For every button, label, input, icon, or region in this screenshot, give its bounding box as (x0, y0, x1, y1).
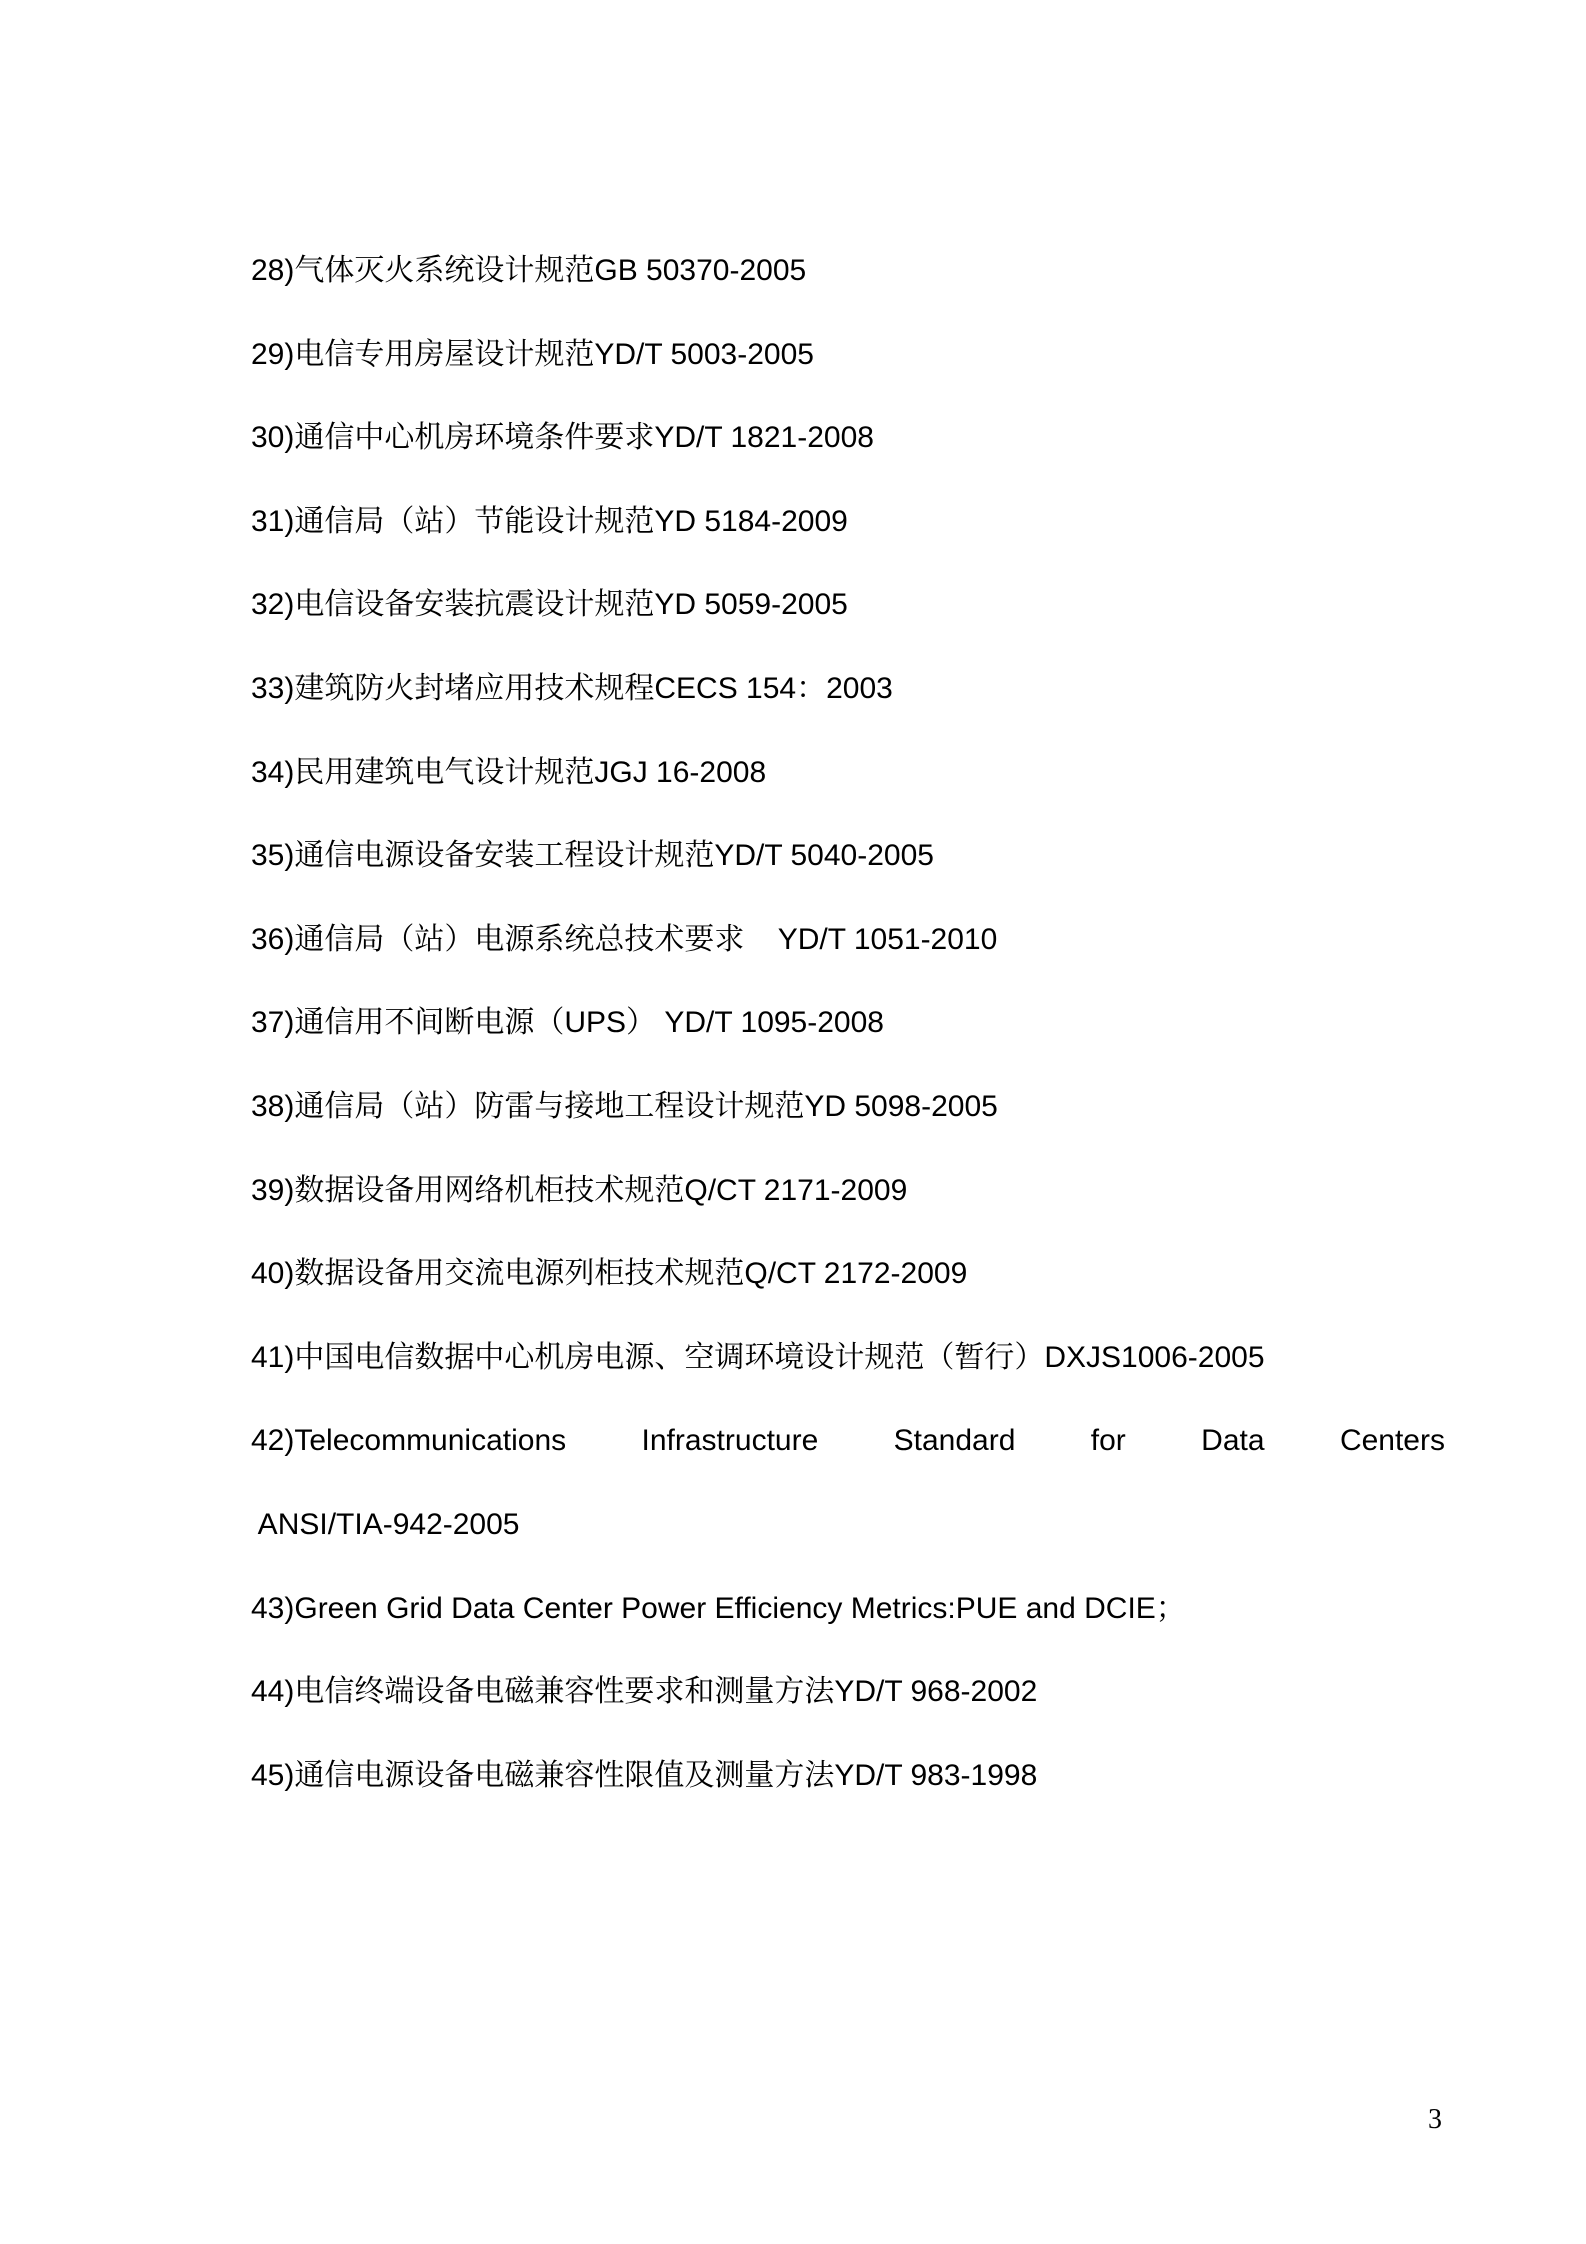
page-number: 3 (1428, 2104, 1442, 2135)
reference-item: 31)通信局（站）节能设计规范YD 5184-2009 (251, 504, 848, 538)
reference-item: 45)通信电源设备电磁兼容性限值及测量方法YD/T 983-1998 (251, 1758, 1038, 1792)
reference-item: 34)民用建筑电气设计规范JGJ 16-2008 (251, 755, 767, 789)
reference-item: 43)Green Grid Data Center Power Efficiency Metrics:PUE and DCIE； (251, 1591, 1186, 1625)
reference-item: 28)气体灭火系统设计规范GB 50370-2005 (251, 254, 807, 287)
reference-item: 32)电信设备安装抗震设计规范YD 5059-2005 (251, 588, 848, 622)
reference-item: 42)Telecommunications Infrastructure Standard for Data Centers (251, 1424, 1445, 1458)
reference-item: 41)中国电信数据中心机房电源、空调环境设计规范（暂行）DXJS1006-2005 (251, 1340, 1265, 1374)
reference-item: 36)通信局（站）电源系统总技术要求 YD/T 1051-2010 (251, 922, 998, 956)
reference-item: 44)电信终端设备电磁兼容性要求和测量方法YD/T 968-2002 (251, 1675, 1038, 1709)
reference-item: 33)建筑防火封堵应用技术规程CECS 154：2003 (251, 672, 893, 705)
reference-continuation: ANSI/TIA-942-2005 (251, 1508, 520, 1541)
reference-item: 40)数据设备用交流电源列柜技术规范Q/CT 2172-2009 (251, 1257, 968, 1291)
reference-item: 37)通信用不间断电源（UPS） YD/T 1095-2008 (251, 1006, 884, 1040)
reference-item: 35)通信电源设备安装工程设计规范YD/T 5040-2005 (251, 839, 934, 873)
reference-item: 29)电信专用房屋设计规范YD/T 5003-2005 (251, 337, 814, 371)
reference-item: 30)通信中心机房环境条件要求YD/T 1821-2008 (251, 421, 874, 455)
reference-item: 39)数据设备用网络机柜技术规范Q/CT 2171-2009 (251, 1173, 908, 1207)
reference-item: 38)通信局（站）防雷与接地工程设计规范YD 5098-2005 (251, 1090, 998, 1123)
